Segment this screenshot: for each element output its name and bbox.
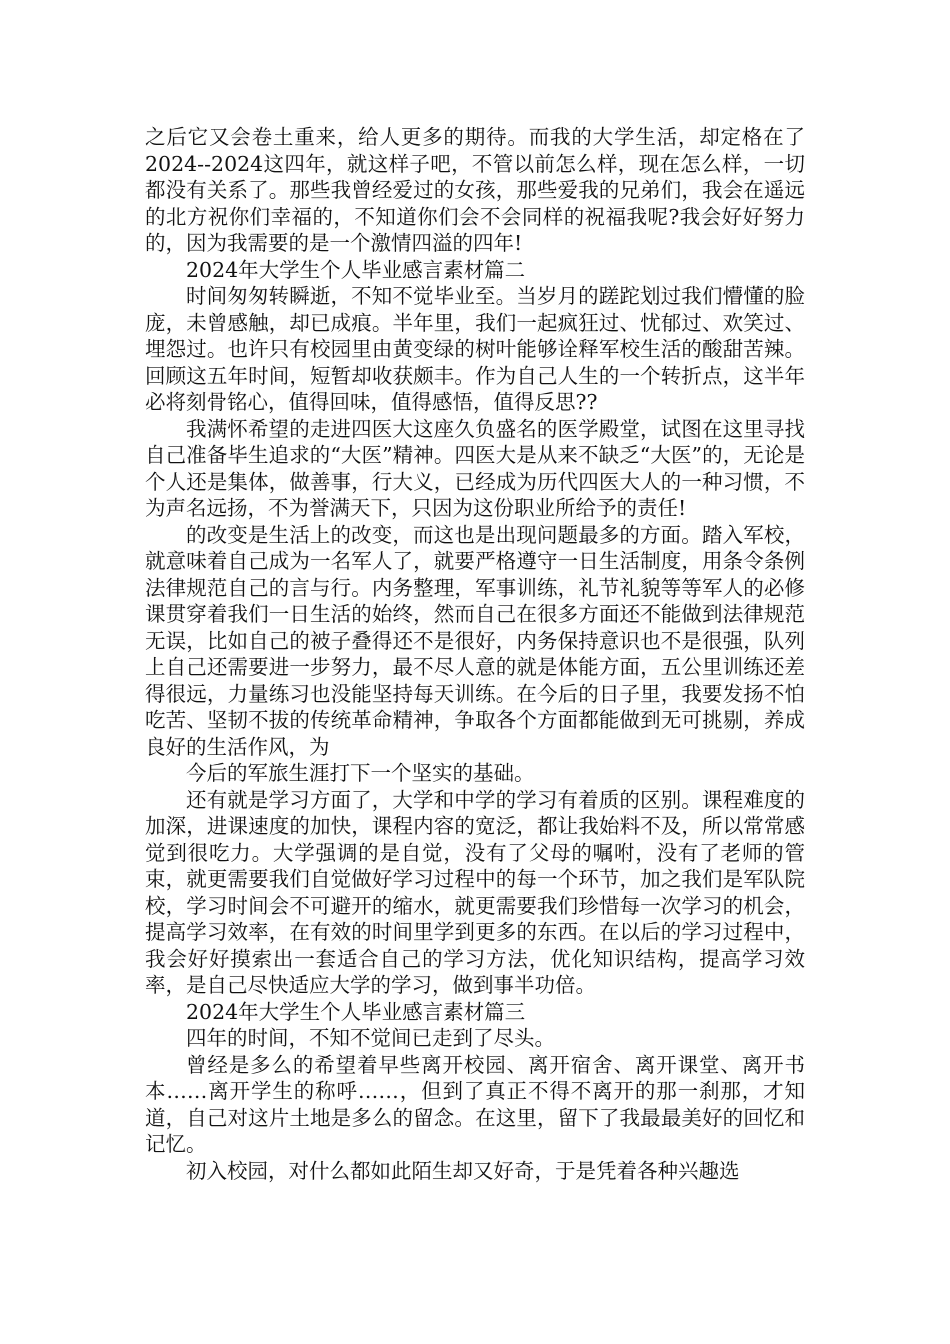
section-heading-part-three: 2024年大学生个人毕业感言素材篇三 (186, 999, 526, 1024)
document-body (145, 124, 805, 1184)
paragraph-time-flies: 时间匆匆转瞬逝，不知不觉毕业至。当岁月的蹉跎划过我们懵懂的脸庞，未曾感触，却已成痕。半年里，我们一起疯狂过、忧郁过、欢笑过、埋怨过。也许只有校园里由黄变绿的树叶能够诠释军校生活的酸甜苦辣。回顾这五年时间，短暂却收获颇丰。作为自己人生的一个转折点，这半年必将刻骨铭心，值得回味，值得感悟，值得反思?? (145, 284, 805, 414)
paragraph-four-years: 四年的时间，不知不觉间已走到了尽头。 (186, 1026, 555, 1050)
paragraph-life-changes: 的改变是生活上的改变，而这也是出现问题最多的方面。踏入军校，就意味着自己成为一名军人了，就要严格遵守一日生活制度，用条令条例法律规范自己的言与行。内务整理，军事训练，礼节礼貌等等军人的必修课贯穿着我们一日生活的始终，然而自己在很多方面还不能做到法律规范无误，比如自己的被子叠得还不是很好，内务保持意识也不是很强，队列上自己还需要进一步努力，最不尽人意的就是体能方面，五公里训练还差得很远，力量练习也没能坚持每天训练。在今后的日子里，我要发扬不怕吃苦、坚韧不拔的传统革命精神，争取各个方面都能做到无可挑剔，养成良好的生活作风，为 (145, 522, 805, 759)
paragraph-medical-spirit: 我满怀希望的走进四医大这座久负盛名的医学殿堂，试图在这里寻找自己准备毕生追求的“大医”精神。四医大是从来不缺乏“大医”的，无论是个人还是集体，做善事，行大义，已经成为历代四医大人的一种习惯，不为声名远扬，不为誉满天下，只因为这份职业所给予的责任! (145, 416, 805, 520)
section-heading-part-two: 2024年大学生个人毕业感言素材篇二 (186, 257, 526, 282)
paragraph-leaving-campus: 曾经是多么的希望着早些离开校园、离开宿舍、离开课堂、离开书本……离开学生的称呼……，但到了真正不得不离开的那一刹那，才知道，自己对这片土地是多么的留念。在这里，留下了我最最美好的回忆和记忆。 (145, 1052, 805, 1156)
paragraph-continued-intro: 之后它又会卷土重来，给人更多的期待。而我的大学生活，却定格在了2024--2024这四年，就这样子吧，不管以前怎么样，现在怎么样，一切都没有关系了。那些我曾经爱过的女孩，那些爱我的兄弟们，我会在遥远的北方祝你们幸福的，不知道你们会不会同样的祝福我呢?我会好好努力的，因为我需要的是一个激情四溢的四年! (145, 125, 805, 255)
paragraph-military-foundation: 今后的军旅生涯打下一个坚实的基础。 (186, 761, 535, 785)
paragraph-first-entering: 初入校园，对什么都如此陌生却又好奇，于是凭着各种兴趣选 (186, 1158, 740, 1183)
paragraph-study: 还有就是学习方面了，大学和中学的学习有着质的区别。课程难度的加深，进课速度的加快，课程内容的宽泛，都让我始料不及，所以常常感觉到很吃力。大学强调的是自觉，没有了父母的嘱咐，没有了老师的管束，就更需要我们自觉做好学习过程中的每一个环节，加之我们是军队院校，学习时间会不可避开的缩水，就更需要我们珍惜每一次学习的机会，提高学习效率，在有效的时间里学到更多的东西。在以后的学习过程中，我会好好摸索出一套适合自己的学习方法，优化知识结构，提高学习效率，是自己尽快适应大学的学习，做到事半功倍。 (145, 787, 805, 997)
